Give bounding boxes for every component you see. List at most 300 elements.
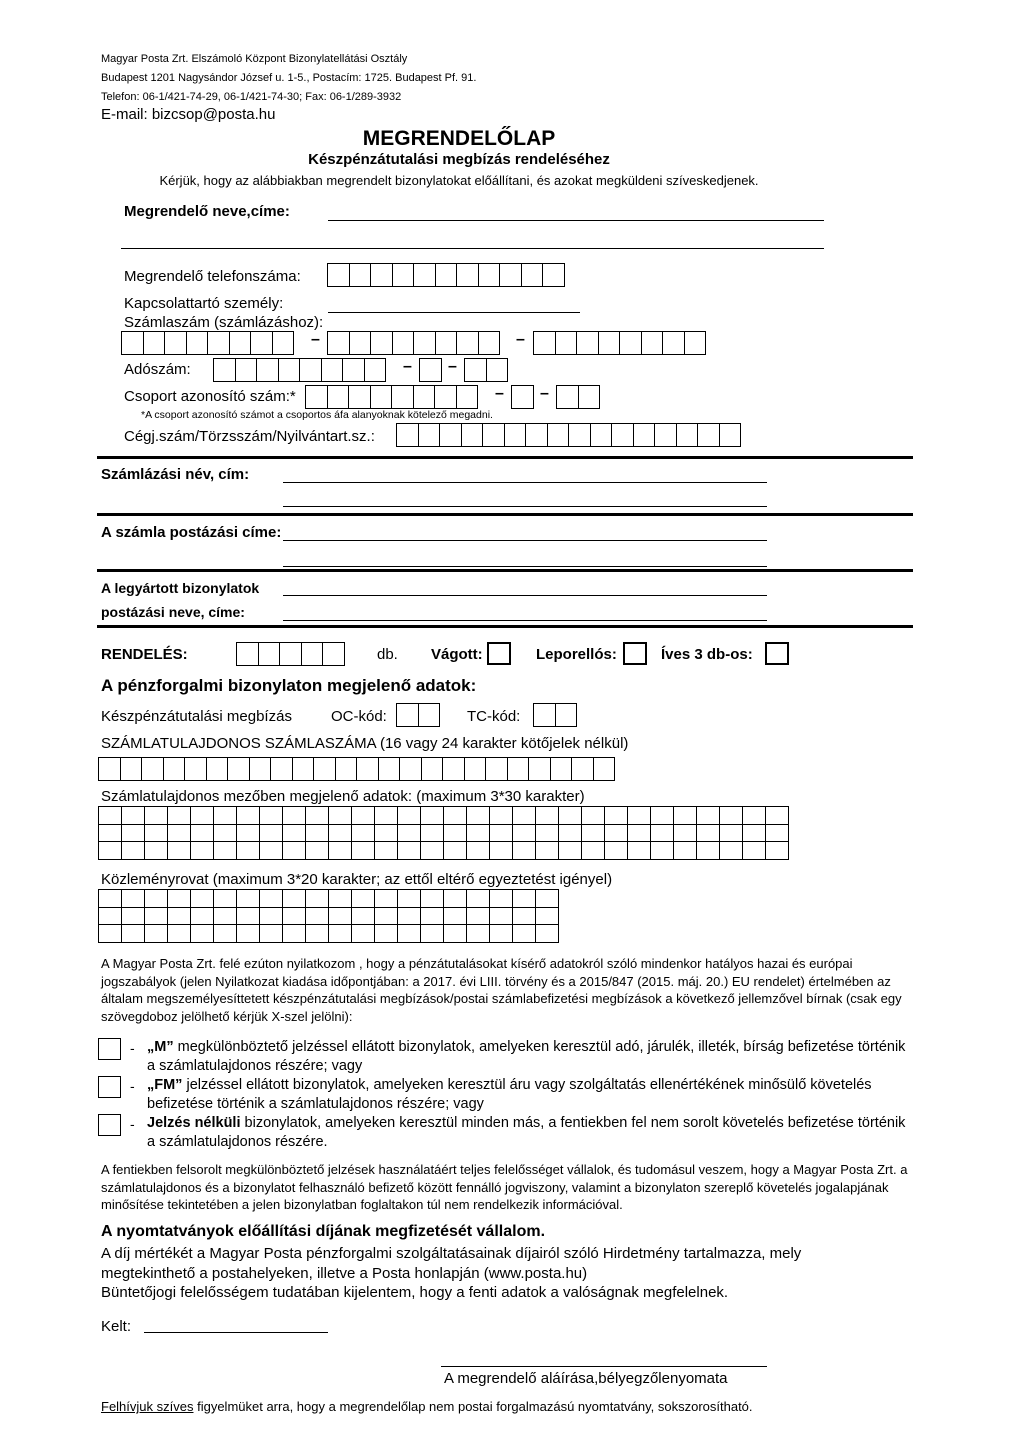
grid-cell[interactable] [513, 890, 536, 908]
grid-cell[interactable] [306, 842, 329, 860]
grid-cell[interactable] [490, 890, 513, 908]
grid-cell[interactable] [329, 824, 352, 842]
grid-cell[interactable] [743, 824, 766, 842]
billing-line-2[interactable] [283, 506, 767, 507]
grid-cell[interactable] [490, 907, 513, 925]
cut-checkbox[interactable] [487, 642, 511, 665]
grid-cell[interactable] [490, 925, 513, 943]
grid-cell[interactable] [283, 890, 306, 908]
phone-cells[interactable] [327, 263, 565, 287]
char-cell[interactable] [456, 263, 479, 287]
grid-cell[interactable] [237, 842, 260, 860]
grid-cell[interactable] [536, 925, 559, 943]
grid-cell[interactable] [559, 807, 582, 825]
char-cell[interactable] [235, 358, 258, 382]
grid-cell[interactable] [283, 824, 306, 842]
char-cell[interactable] [676, 423, 699, 447]
grid-cell[interactable] [99, 842, 122, 860]
grid-cell[interactable] [467, 824, 490, 842]
option-m-checkbox[interactable] [98, 1038, 121, 1060]
char-cell[interactable] [456, 331, 479, 355]
char-cell[interactable] [571, 757, 594, 781]
grid-cell[interactable] [260, 842, 283, 860]
grid-cell[interactable] [214, 824, 237, 842]
char-cell[interactable] [442, 757, 465, 781]
tax-cells-1[interactable] [213, 358, 386, 382]
grid-cell[interactable] [582, 842, 605, 860]
leporello-label: Leporellós: [536, 646, 617, 663]
char-cell[interactable] [511, 385, 534, 409]
grid-cell[interactable] [513, 842, 536, 860]
grid-cell[interactable] [628, 842, 651, 860]
char-cell[interactable] [120, 757, 143, 781]
char-cell[interactable] [464, 358, 487, 382]
grid-cell[interactable] [145, 907, 168, 925]
char-cell[interactable] [391, 385, 414, 409]
grid-cell[interactable] [99, 907, 122, 925]
char-cell[interactable] [507, 757, 530, 781]
grid-cell[interactable] [99, 824, 122, 842]
char-cell[interactable] [611, 423, 634, 447]
grid-cell[interactable] [237, 824, 260, 842]
grid-cell[interactable] [720, 807, 743, 825]
grid-cell[interactable] [375, 890, 398, 908]
char-cell[interactable] [633, 423, 656, 447]
grid-cell[interactable] [191, 907, 214, 925]
grid-cell[interactable] [191, 890, 214, 908]
grid-cell[interactable] [582, 824, 605, 842]
grid-cell[interactable] [628, 824, 651, 842]
date-label: Kelt: [101, 1318, 132, 1335]
grid-cell[interactable] [398, 824, 421, 842]
grid-cell[interactable] [651, 842, 674, 860]
char-cell[interactable] [278, 358, 301, 382]
char-cell[interactable] [418, 703, 441, 727]
char-cell[interactable] [335, 757, 358, 781]
invoice-postal-line-2[interactable] [283, 566, 767, 567]
grid-cell[interactable] [628, 807, 651, 825]
char-cell[interactable] [418, 423, 441, 447]
char-cell[interactable] [619, 331, 642, 355]
char-cell[interactable] [555, 331, 578, 355]
grid-cell[interactable] [145, 925, 168, 943]
grid-cell[interactable] [168, 925, 191, 943]
grid-cell[interactable] [237, 807, 260, 825]
char-cell[interactable] [258, 642, 281, 666]
grid-cell[interactable] [697, 807, 720, 825]
char-cell[interactable] [504, 423, 527, 447]
grid-cell[interactable] [467, 842, 490, 860]
char-cell[interactable] [485, 757, 508, 781]
char-cell[interactable] [250, 331, 273, 355]
grid-cell[interactable] [260, 907, 283, 925]
grid-cell[interactable] [352, 807, 375, 825]
org-email: E-mail: bizcsop@posta.hu [101, 106, 276, 123]
date-line[interactable] [144, 1332, 328, 1333]
grid-cell[interactable] [605, 807, 628, 825]
char-cell[interactable] [305, 385, 328, 409]
memo-grid[interactable] [98, 889, 559, 943]
char-cell[interactable] [478, 331, 501, 355]
grid-cell[interactable] [398, 925, 421, 943]
grid-cell[interactable] [421, 842, 444, 860]
char-cell[interactable] [392, 263, 415, 287]
grid-cell[interactable] [352, 890, 375, 908]
char-cell[interactable] [349, 263, 372, 287]
produced-line-1[interactable] [283, 595, 767, 596]
char-cell[interactable] [593, 757, 616, 781]
char-cell[interactable] [719, 423, 742, 447]
grid-cell[interactable] [214, 925, 237, 943]
grid-cell[interactable] [674, 824, 697, 842]
grid-cell[interactable] [214, 890, 237, 908]
grid-cell[interactable] [651, 824, 674, 842]
char-cell[interactable] [98, 757, 121, 781]
owner-account-cells[interactable] [98, 757, 615, 781]
owner-data-grid[interactable] [98, 806, 789, 860]
char-cell[interactable] [370, 331, 393, 355]
signature-line[interactable] [441, 1366, 767, 1367]
char-cell[interactable] [370, 385, 393, 409]
grid-cell[interactable] [421, 907, 444, 925]
grid-cell[interactable] [329, 842, 352, 860]
grid-cell[interactable] [375, 807, 398, 825]
account-cells-3[interactable] [533, 331, 706, 355]
grid-cell[interactable] [536, 824, 559, 842]
grid-cell[interactable] [283, 807, 306, 825]
char-cell[interactable] [550, 757, 573, 781]
grid-cell[interactable] [122, 807, 145, 825]
grid-cell[interactable] [421, 824, 444, 842]
grid-cell[interactable] [375, 824, 398, 842]
char-cell[interactable] [186, 331, 209, 355]
grid-cell[interactable] [145, 807, 168, 825]
grid-cell[interactable] [490, 824, 513, 842]
char-cell[interactable] [272, 331, 295, 355]
grid-cell[interactable] [352, 907, 375, 925]
char-cell[interactable] [349, 331, 372, 355]
grid-cell[interactable] [513, 807, 536, 825]
grid-cell[interactable] [214, 807, 237, 825]
grid-cell[interactable] [513, 925, 536, 943]
grid-cell[interactable] [260, 925, 283, 943]
grid-cell[interactable] [306, 824, 329, 842]
char-cell[interactable] [434, 385, 457, 409]
grid-cell[interactable] [536, 807, 559, 825]
grid-cell[interactable] [352, 824, 375, 842]
char-cell[interactable] [256, 358, 279, 382]
char-cell[interactable] [396, 423, 419, 447]
grid-cell[interactable] [536, 890, 559, 908]
account-cells-2[interactable] [327, 331, 500, 355]
char-cell[interactable] [327, 331, 350, 355]
grid-cell[interactable] [398, 842, 421, 860]
char-cell[interactable] [421, 757, 444, 781]
grid-cell[interactable] [237, 925, 260, 943]
grid-cell[interactable] [329, 907, 352, 925]
grid-cell[interactable] [421, 890, 444, 908]
char-cell[interactable] [364, 358, 387, 382]
char-cell[interactable] [461, 423, 484, 447]
grid-cell[interactable] [145, 890, 168, 908]
grid-cell[interactable] [697, 842, 720, 860]
char-cell[interactable] [697, 423, 720, 447]
char-cell[interactable] [521, 263, 544, 287]
grid-cell[interactable] [260, 890, 283, 908]
char-cell[interactable] [322, 642, 345, 666]
grid-cell[interactable] [766, 824, 789, 842]
char-cell[interactable] [184, 757, 207, 781]
char-cell[interactable] [456, 385, 479, 409]
char-cell[interactable] [236, 642, 259, 666]
grid-cell[interactable] [536, 907, 559, 925]
dash: – [495, 385, 504, 402]
grid-cell[interactable] [260, 807, 283, 825]
grid-cell[interactable] [651, 807, 674, 825]
char-cell[interactable] [662, 331, 685, 355]
char-cell[interactable] [229, 331, 252, 355]
char-cell[interactable] [399, 757, 422, 781]
grid-cell[interactable] [352, 842, 375, 860]
grid-cell[interactable] [467, 907, 490, 925]
billing-line-1[interactable] [283, 482, 767, 483]
char-cell[interactable] [435, 263, 458, 287]
grid-cell[interactable] [283, 842, 306, 860]
char-cell[interactable] [327, 385, 350, 409]
grid-cell[interactable] [674, 842, 697, 860]
char-cell[interactable] [684, 331, 707, 355]
grid-cell[interactable] [421, 807, 444, 825]
grid-cell[interactable] [329, 807, 352, 825]
invoice-postal-line-1[interactable] [283, 540, 767, 541]
grid-cell[interactable] [467, 890, 490, 908]
char-cell[interactable] [478, 263, 501, 287]
grid-cell[interactable] [444, 807, 467, 825]
grid-cell[interactable] [191, 824, 214, 842]
char-cell[interactable] [464, 757, 487, 781]
grid-cell[interactable] [122, 907, 145, 925]
grid-cell[interactable] [283, 925, 306, 943]
grid-cell[interactable] [398, 907, 421, 925]
char-cell[interactable] [213, 358, 236, 382]
contact-line[interactable] [328, 312, 580, 313]
grid-cell[interactable] [536, 842, 559, 860]
grid-cell[interactable] [375, 907, 398, 925]
grid-cell[interactable] [168, 807, 191, 825]
grid-cell[interactable] [191, 807, 214, 825]
sheet3-checkbox[interactable] [765, 642, 789, 665]
grid-cell[interactable] [306, 807, 329, 825]
char-cell[interactable] [499, 263, 522, 287]
grid-cell[interactable] [444, 842, 467, 860]
grid-cell[interactable] [168, 890, 191, 908]
char-cell[interactable] [590, 423, 613, 447]
account-cells-1[interactable] [121, 331, 294, 355]
char-cell[interactable] [533, 331, 556, 355]
char-cell[interactable] [279, 642, 302, 666]
char-cell[interactable] [392, 331, 415, 355]
char-cell[interactable] [413, 385, 436, 409]
grid-cell[interactable] [306, 890, 329, 908]
char-cell[interactable] [654, 423, 677, 447]
grid-cell[interactable] [697, 824, 720, 842]
registration-cells[interactable] [396, 423, 741, 447]
phone-label: Megrendelő telefonszáma: [124, 268, 301, 285]
char-cell[interactable] [348, 385, 371, 409]
char-cell[interactable] [413, 263, 436, 287]
grid-cell[interactable] [375, 925, 398, 943]
grid-cell[interactable] [122, 925, 145, 943]
grid-cell[interactable] [214, 907, 237, 925]
grid-cell[interactable] [99, 807, 122, 825]
char-cell[interactable] [378, 757, 401, 781]
grid-cell[interactable] [720, 824, 743, 842]
grid-cell[interactable] [214, 842, 237, 860]
char-cell[interactable] [299, 358, 322, 382]
char-cell[interactable] [598, 331, 621, 355]
owner-data-label: Számlatulajdonos mezőben megjelenő adatok: (maximum 3*30 karakter) [101, 788, 585, 805]
char-cell[interactable] [578, 385, 601, 409]
grid-cell[interactable] [605, 824, 628, 842]
char-cell[interactable] [370, 263, 393, 287]
grid-cell[interactable] [237, 890, 260, 908]
char-cell[interactable] [206, 757, 229, 781]
tax-cells-2[interactable] [419, 358, 442, 382]
grid-cell[interactable] [398, 807, 421, 825]
grid-cell[interactable] [329, 925, 352, 943]
char-cell[interactable] [576, 331, 599, 355]
group-id-cells-3[interactable] [556, 385, 600, 409]
option-none-checkbox[interactable] [98, 1114, 121, 1136]
grid-cell[interactable] [559, 824, 582, 842]
grid-cell[interactable] [145, 824, 168, 842]
grid-cell[interactable] [168, 907, 191, 925]
grid-cell[interactable] [237, 907, 260, 925]
char-cell[interactable] [525, 423, 548, 447]
grid-cell[interactable] [444, 824, 467, 842]
char-cell[interactable] [356, 757, 379, 781]
char-cell[interactable] [342, 358, 365, 382]
tc-cells[interactable] [533, 703, 577, 727]
grid-cell[interactable] [605, 842, 628, 860]
char-cell[interactable] [143, 331, 166, 355]
grid-cell[interactable] [490, 807, 513, 825]
char-cell[interactable] [482, 423, 505, 447]
name-address-line-2[interactable] [121, 248, 824, 249]
grid-cell[interactable] [283, 907, 306, 925]
grid-cell[interactable] [490, 842, 513, 860]
char-cell[interactable] [542, 263, 565, 287]
group-id-cells-1[interactable] [305, 385, 478, 409]
grid-cell[interactable] [513, 824, 536, 842]
order-quantity-cells[interactable] [236, 642, 345, 666]
grid-cell[interactable] [260, 824, 283, 842]
grid-cell[interactable] [375, 842, 398, 860]
char-cell[interactable] [547, 423, 570, 447]
grid-cell[interactable] [99, 925, 122, 943]
char-cell[interactable] [164, 331, 187, 355]
char-cell[interactable] [568, 423, 591, 447]
tax-cells-3[interactable] [464, 358, 508, 382]
grid-cell[interactable] [99, 890, 122, 908]
dash: – [516, 331, 525, 348]
grid-cell[interactable] [191, 925, 214, 943]
char-cell[interactable] [419, 358, 442, 382]
grid-cell[interactable] [743, 807, 766, 825]
grid-cell[interactable] [122, 824, 145, 842]
grid-cell[interactable] [444, 907, 467, 925]
char-cell[interactable] [528, 757, 551, 781]
footer-rest: figyelmüket arra, hogy a megrendelőlap nem postai forgalmazású nyomtatvány, sokszorosítható. [193, 1399, 753, 1414]
grid-cell[interactable] [421, 925, 444, 943]
oc-cells[interactable] [396, 703, 440, 727]
char-cell[interactable] [121, 331, 144, 355]
grid-cell[interactable] [674, 807, 697, 825]
option-fm-checkbox[interactable] [98, 1076, 121, 1098]
produced-line-2[interactable] [283, 620, 767, 621]
char-cell[interactable] [321, 358, 344, 382]
grid-cell[interactable] [168, 824, 191, 842]
grid-cell[interactable] [306, 925, 329, 943]
grid-cell[interactable] [513, 907, 536, 925]
grid-cell[interactable] [766, 807, 789, 825]
grid-cell[interactable] [329, 890, 352, 908]
grid-cell[interactable] [559, 842, 582, 860]
grid-cell[interactable] [582, 807, 605, 825]
char-cell[interactable] [486, 358, 509, 382]
char-cell[interactable] [439, 423, 462, 447]
char-cell[interactable] [163, 757, 186, 781]
declaration-text: A Magyar Posta Zrt. felé ezúton nyilatkozom , hogy a pénzátutalásokat kísérő adatokról szóló mindenkor hatályos hazai és európai jogszabályok (jelen Nyilatkozat kiadása időpontjában: a 2017. évi LIII. törvény és a 2015/847 (2015. máj. 20.) EU rendelet) értelmében az általam megszemélyesíttetett készpénzátutalási megbízások/postai számlabefizetési megbízások a következő jellemzővel bírnak (csak egy szövegdoboz jelölhető kérjük X-szel jelölni): [101, 956, 902, 1024]
char-cell[interactable] [396, 703, 419, 727]
char-cell[interactable] [641, 331, 664, 355]
grid-cell[interactable] [743, 842, 766, 860]
grid-cell[interactable] [398, 890, 421, 908]
grid-cell[interactable] [720, 842, 743, 860]
grid-cell[interactable] [122, 890, 145, 908]
grid-cell[interactable] [306, 907, 329, 925]
char-cell[interactable] [301, 642, 324, 666]
char-cell[interactable] [207, 331, 230, 355]
grid-cell[interactable] [352, 925, 375, 943]
char-cell[interactable] [413, 331, 436, 355]
grid-cell[interactable] [168, 842, 191, 860]
char-cell[interactable] [249, 757, 272, 781]
group-id-cells-2[interactable] [511, 385, 534, 409]
char-cell[interactable] [141, 757, 164, 781]
char-cell[interactable] [313, 757, 336, 781]
grid-cell[interactable] [191, 842, 214, 860]
name-address-line-1[interactable] [328, 220, 824, 221]
char-cell[interactable] [435, 331, 458, 355]
grid-cell[interactable] [467, 925, 490, 943]
char-cell[interactable] [292, 757, 315, 781]
char-cell[interactable] [555, 703, 578, 727]
leporello-checkbox[interactable] [623, 642, 647, 665]
grid-cell[interactable] [467, 807, 490, 825]
char-cell[interactable] [327, 263, 350, 287]
char-cell[interactable] [533, 703, 556, 727]
char-cell[interactable] [556, 385, 579, 409]
grid-cell[interactable] [145, 842, 168, 860]
grid-cell[interactable] [444, 925, 467, 943]
char-cell[interactable] [227, 757, 250, 781]
grid-cell[interactable] [444, 890, 467, 908]
option-m-desc: megkülönböztető jelzéssel ellátott bizonylatok, amelyeken keresztül adó, járulék, illeték, bírság befizetése történik a számlatulajdonos részére; vagy [147, 1039, 906, 1074]
grid-cell[interactable] [766, 842, 789, 860]
char-cell[interactable] [270, 757, 293, 781]
grid-cell[interactable] [122, 842, 145, 860]
